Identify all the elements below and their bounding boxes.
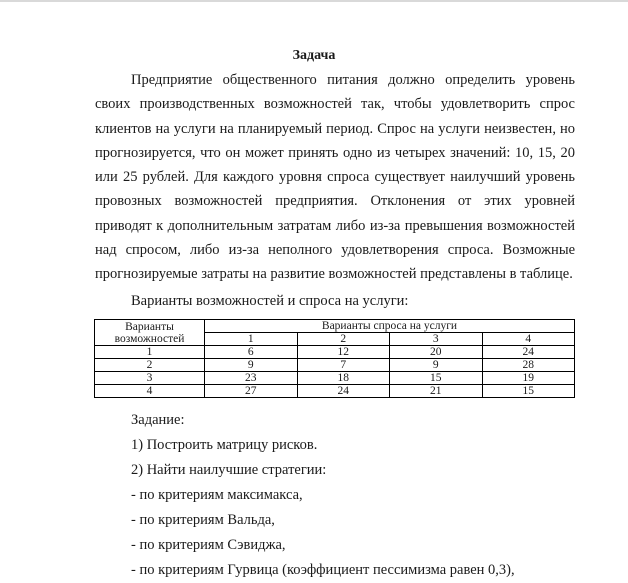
row-label: 3 — [95, 372, 205, 385]
row-label: 2 — [95, 359, 205, 372]
table-cell: 9 — [390, 359, 483, 372]
problem-paragraph — [95, 68, 575, 287]
column-header: 4 — [482, 333, 575, 346]
table-cell: 15 — [390, 372, 483, 385]
table-caption: Варианты возможностей и спроса на услуги: — [131, 293, 409, 309]
task-item: 2) Найти наилучшие стратегии: — [131, 462, 327, 478]
table-cell: 24 — [482, 346, 575, 359]
task-list — [131, 408, 515, 583]
paragraph-line: своих производственных возможностей так, чтобы удовлетворить спрос — [95, 96, 575, 113]
page-top-border — [0, 0, 628, 2]
paragraph-line: прогнозируемые затраты на развитие возможностей представлены в таблице. — [95, 266, 573, 283]
task-subitem: - по критериям Гурвица (коэффициент пессимизма равен 0,3), — [131, 562, 515, 578]
table-cell: 7 — [297, 359, 390, 372]
table-cell: 6 — [205, 346, 298, 359]
paragraph-line: над спросом, либо из-за неполного удовлетворения спроса. Возможные — [95, 242, 575, 259]
task-subitem: - по критериям максимакса, — [131, 487, 303, 503]
row-header-line: Варианты — [125, 320, 174, 333]
paragraph-line: Предприятие общественного питания должно определить уровень — [131, 72, 575, 88]
table-cell: 15 — [482, 385, 575, 398]
row-header-line: возможностей — [114, 332, 185, 345]
paragraph-line: провозных возможностей предприятия. Отклонения от этих уровней — [95, 193, 575, 210]
column-header: 3 — [390, 333, 483, 346]
row-label: 1 — [95, 346, 205, 359]
table-cell: 9 — [205, 359, 298, 372]
table-cell: 27 — [205, 385, 298, 398]
table-row — [95, 359, 575, 372]
table-cell: 23 — [205, 372, 298, 385]
row-label: 4 — [95, 385, 205, 398]
column-header: 2 — [297, 333, 390, 346]
column-group-header: Варианты спроса на услуги — [205, 320, 575, 333]
table-cell: 28 — [482, 359, 575, 372]
task-subitem: - по критериям Вальда, — [131, 512, 275, 528]
table-cell: 21 — [390, 385, 483, 398]
paragraph-line: приводят к дополнительным затратам либо из-за превышения возможностей — [95, 217, 575, 234]
row-header-cell — [95, 320, 205, 346]
table-row — [95, 346, 575, 359]
column-header: 1 — [205, 333, 298, 346]
table-cell: 19 — [482, 372, 575, 385]
table-cell: 24 — [297, 385, 390, 398]
paragraph-line: или 25 рублей. Для каждого уровня спроса существует наилучший уровень — [95, 169, 575, 186]
table-cell: 18 — [297, 372, 390, 385]
task-subitem: - по критериям Сэвиджа, — [131, 537, 286, 553]
table-row — [95, 372, 575, 385]
options-demand-table — [94, 319, 575, 398]
paragraph-line: прогнозируется, что он может принять одно из четырех значений: 10, 15, 20 — [95, 144, 575, 161]
task-item: 1) Построить матрицу рисков. — [131, 437, 318, 453]
table-cell: 12 — [297, 346, 390, 359]
document-title: Задача — [292, 48, 336, 63]
table-header-row — [95, 320, 575, 333]
paragraph-line: клиентов на услуги на планируемый период. Спрос на услуги неизвестен, но — [95, 120, 575, 137]
table-row — [95, 385, 575, 398]
table-cell: 20 — [390, 346, 483, 359]
task-heading: Задание: — [131, 412, 185, 428]
